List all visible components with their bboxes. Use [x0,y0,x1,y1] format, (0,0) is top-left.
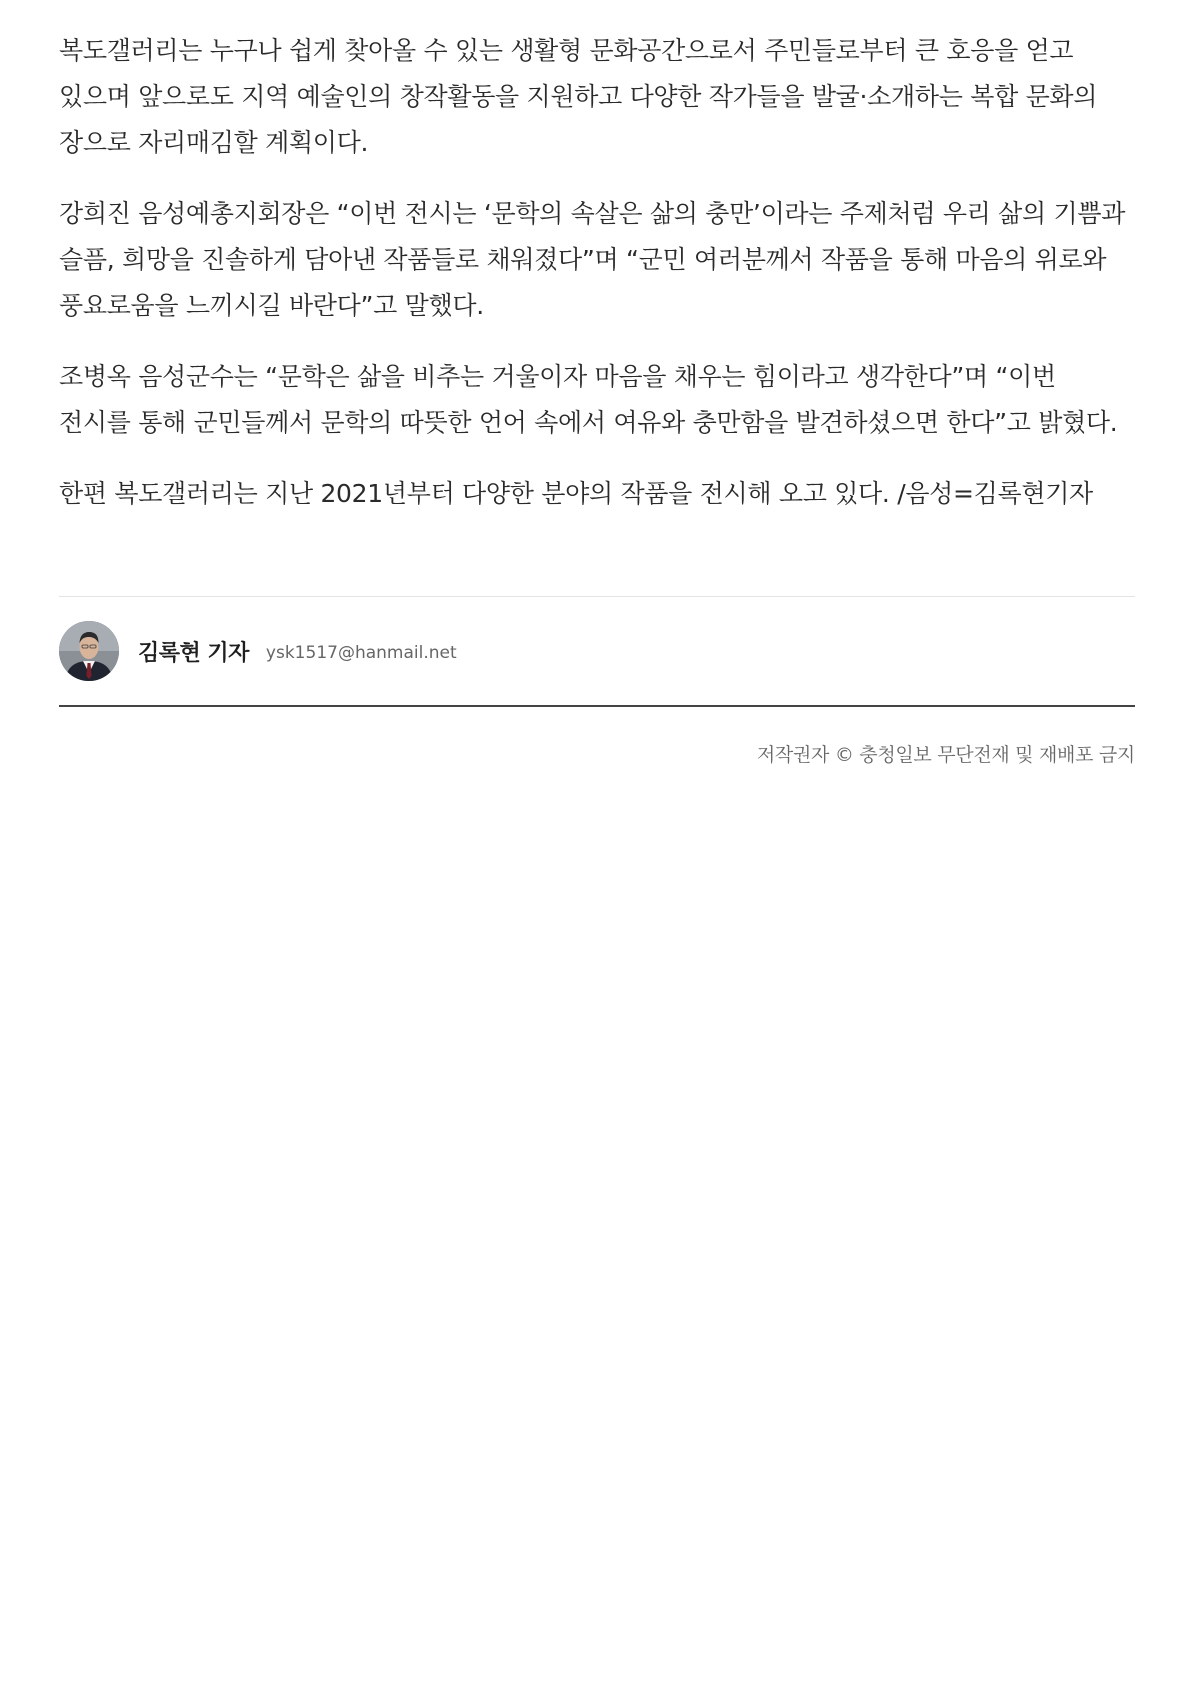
article-body [59,28,1135,542]
article-paragraph: 조병옥 음성군수는 “문학은 삶을 비추는 거울이자 마음을 채우는 힘이라고 생각한다”며 “이번 전시를 통해 군민들께서 문학의 따뜻한 언어 속에서 여유와 충만함을 발견하셨으면 한다”고 밝혔다. [59,362,1118,437]
reporter-byline [59,621,1135,681]
article-paragraph: 복도갤러리는 누구나 쉽게 찾아올 수 있는 생활형 문화공간으로서 주민들로부터 큰 호응을 얻고 있으며 앞으로도 지역 예술인의 창작활동을 지원하고 다양한 작가들을 발굴·소개하는 복합 문화의 장으로 자리매김할 계획이다. [59,36,1098,157]
reporter-name[interactable]: 김록현 기자 [138,640,249,666]
reporter-avatar[interactable] [59,621,119,681]
article-paragraph: 강희진 음성예총지회장은 “이번 전시는 ‘문학의 속살은 삶의 충만’이라는 주제처럼 우리 삶의 기쁨과 슬픔, 희망을 진솔하게 담아낸 작품들로 채워졌다”며 “군민 여러분께서 작품을 통해 마음의 위로와 풍요로움을 느끼시길 바란다”고 말했다. [59,199,1126,320]
byline-bottom-divider [59,705,1135,707]
article-paragraph: 한편 복도갤러리는 지난 2021년부터 다양한 분야의 작품을 전시해 오고 있다. /음성=김록현기자 [59,479,1093,508]
byline-top-divider [59,596,1135,597]
copyright-notice: 저작권자 © 충청일보 무단전재 및 재배포 금지 [756,744,1135,766]
reporter-email[interactable]: ysk1517@hanmail.net [265,642,457,663]
reporter-photo [59,621,119,681]
